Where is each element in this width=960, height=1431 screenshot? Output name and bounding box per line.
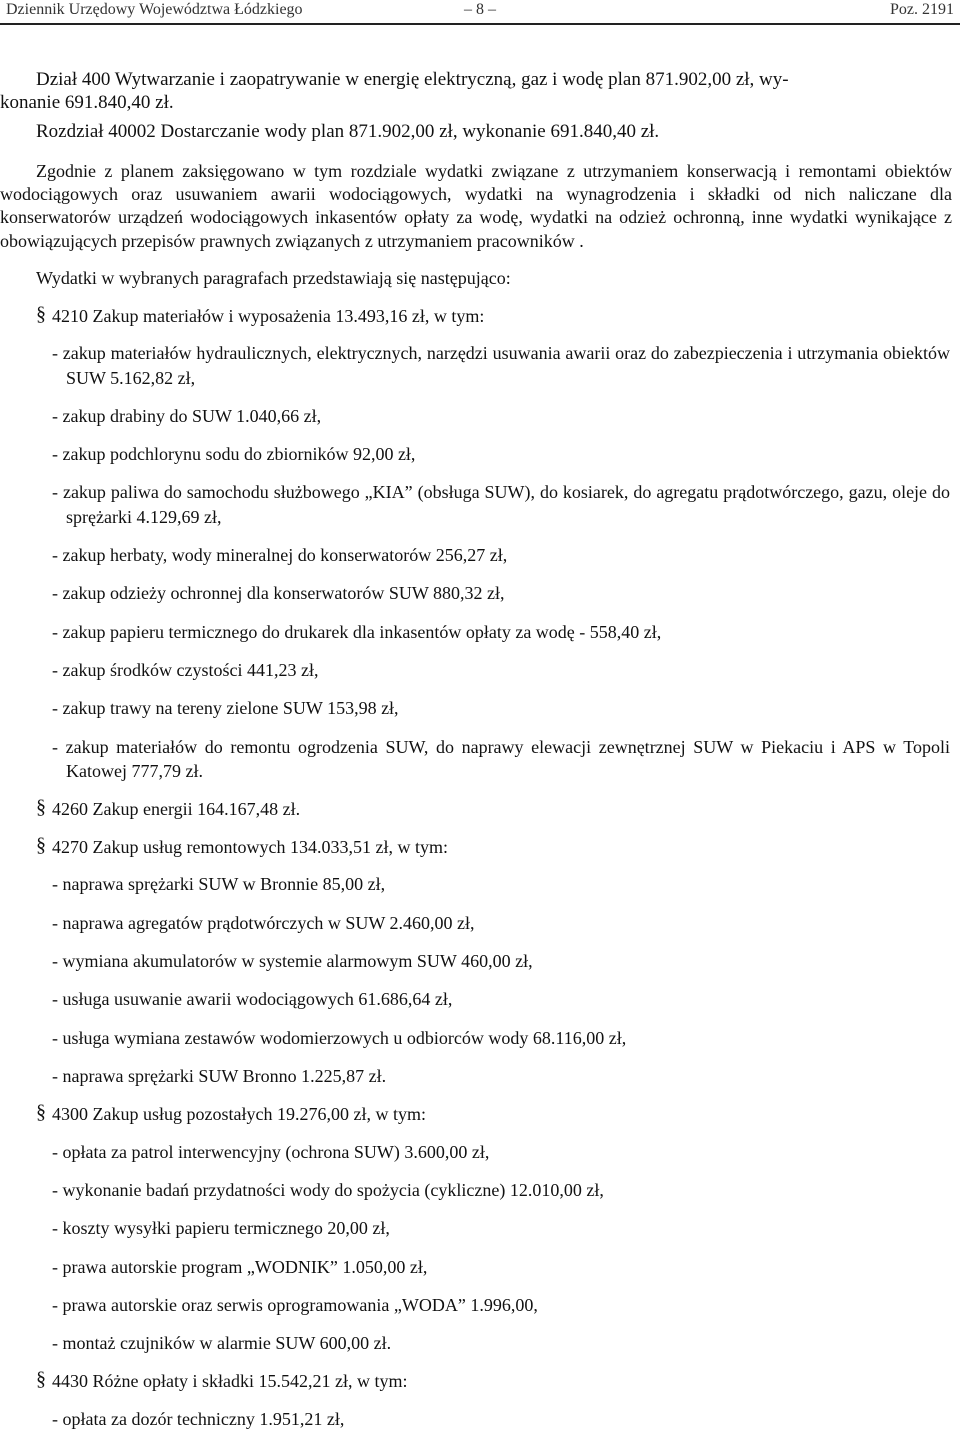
section-4210-title: 4210 Zakup materiałów i wyposażenia 13.493,16 zł, w tym: (52, 305, 485, 326)
section-sign-icon: § (36, 1368, 46, 1391)
header-divider (0, 23, 960, 25)
list-item: - opłata za dozór techniczny 1.951,21 zł, (52, 1409, 345, 1430)
section-sign-icon: § (36, 1101, 46, 1124)
section-4300-title: 4300 Zakup usług pozostałych 19.276,00 zł, w tym: (52, 1104, 426, 1125)
section-4270-title: 4270 Zakup usług remontowych 134.033,51 zł, w tym: (52, 836, 448, 857)
section-sign-icon: § (36, 796, 46, 819)
list-item: - zakup środków czystości 441,23 zł, (52, 659, 319, 680)
section-4260-title: 4260 Zakup energii 164.167,48 zł. (52, 799, 301, 820)
list-item: - wykonanie badań przydatności wody do spożycia (cykliczne) 12.010,00 zł, (52, 1179, 604, 1200)
section-sign-icon: § (36, 302, 46, 325)
section-4430-title: 4430 Różne opłaty i składki 15.542,21 zł, w tym: (52, 1371, 408, 1392)
list-item: - naprawa agregatów prądotwórczych w SUW 2.460,00 zł, (52, 912, 475, 933)
chapter-heading: Rozdział 40002 Dostarczanie wody plan 871.902,00 zł, wykonanie 691.840,40 zł. (36, 120, 660, 142)
page-number: – 8 – (464, 1, 496, 18)
division-heading-line-2: konanie 691.840,40 zł. (0, 92, 174, 114)
position-number: Poz. 2191 (890, 1, 954, 18)
list-item: - zakup trawy na tereny zielone SUW 153,98 zł, (52, 698, 399, 719)
list-item: - usługa usuwanie awarii wodociągowych 61.686,64 zł, (52, 989, 453, 1010)
list-item: - zakup materiałów hydraulicznych, elektrycznych, narzędzi usuwania awarii oraz do zabezpieczenia i utrzymania obiektów SUW 5.162,82 zł, (52, 343, 950, 388)
list-item: - zakup materiałów do remontu ogrodzenia SUW, do naprawy elewacji zewnętrznej SUW w Piekaciu i APS w Topoli Katowej 777,79 zł. (52, 736, 950, 781)
page-header (0, 0, 960, 22)
list-item: - zakup podchlorynu sodu do zbiorników 92,00 zł, (52, 444, 416, 465)
list-item: - koszty wysyłki papieru termicznego 20,00 zł, (52, 1218, 390, 1239)
list-item: - wymiana akumulatorów w systemie alarmowym SUW 460,00 zł, (52, 950, 533, 971)
section-4430-heading (36, 1368, 960, 1393)
list-item: - prawa autorskie oraz serwis oprogramowania „WODA” 1.996,00, (52, 1294, 538, 1315)
list-item: - naprawa sprężarki SUW w Bronnie 85,00 zł, (52, 874, 386, 895)
document-body (0, 68, 960, 1431)
journal-title: Dziennik Urzędowy Województwa Łódzkiego (6, 1, 303, 18)
list-item: - prawa autorskie program „WODNIK” 1.050,00 zł, (52, 1256, 428, 1277)
division-heading (0, 68, 960, 115)
section-4260-heading (36, 796, 960, 821)
section-4300-heading (36, 1101, 960, 1126)
list-item: - zakup odzieży ochronnej dla konserwatorów SUW 880,32 zł, (52, 583, 505, 604)
section-4210-heading (36, 302, 960, 328)
section-4270-heading (36, 833, 960, 859)
description-paragraph: Zgodnie z planem zaksięgowano w tym rozdziale wydatki związane z utrzymaniem konserwacją i remontami obiektów wodociągowych oraz usuwaniem awarii wodociągowych, wydatki na wynagrodzenia i składki od nich naliczane dla konserwatorów urządzeń wodociągowych inkasentów opłaty za wodę, wydatki na odzież ochronną, inne wydatki wynikające z obowiązujących przepisów prawnych związanych z utrzymaniem pracowników . (0, 160, 952, 251)
list-item: - usługa wymiana zestawów wodomierzowych u odbiorców wody 68.116,00 zł, (52, 1027, 627, 1048)
list-item: - zakup drabiny do SUW 1.040,66 zł, (52, 405, 322, 426)
list-item: - montaż czujników w alarmie SUW 600,00 zł. (52, 1333, 392, 1354)
list-item: - zakup paliwa do samochodu służbowego „KIA” (obsługa SUW), do kosiarek, do agregatu prądotwórczego, gazu, oleje do sprężarki 4.129,69 zł, (52, 482, 950, 527)
section-sign-icon: § (36, 833, 46, 856)
division-heading-line-1: Dział 400 Wytwarzanie i zaopatrywanie w energię elektryczną, gaz i wodę plan 871.902,00 zł, wy- (36, 69, 789, 90)
list-item: - zakup papieru termicznego do drukarek dla inkasentów opłaty za wodę - 558,40 zł, (52, 621, 662, 642)
expenses-intro: Wydatki w wybranych paragrafach przedstawiają się następująco: (36, 268, 511, 289)
list-item: - zakup herbaty, wody mineralnej do konserwatorów 256,27 zł, (52, 545, 508, 566)
list-item: - naprawa sprężarki SUW Bronno 1.225,87 zł. (52, 1065, 387, 1086)
list-item: - opłata za patrol interwencyjny (ochrona SUW) 3.600,00 zł, (52, 1141, 490, 1162)
